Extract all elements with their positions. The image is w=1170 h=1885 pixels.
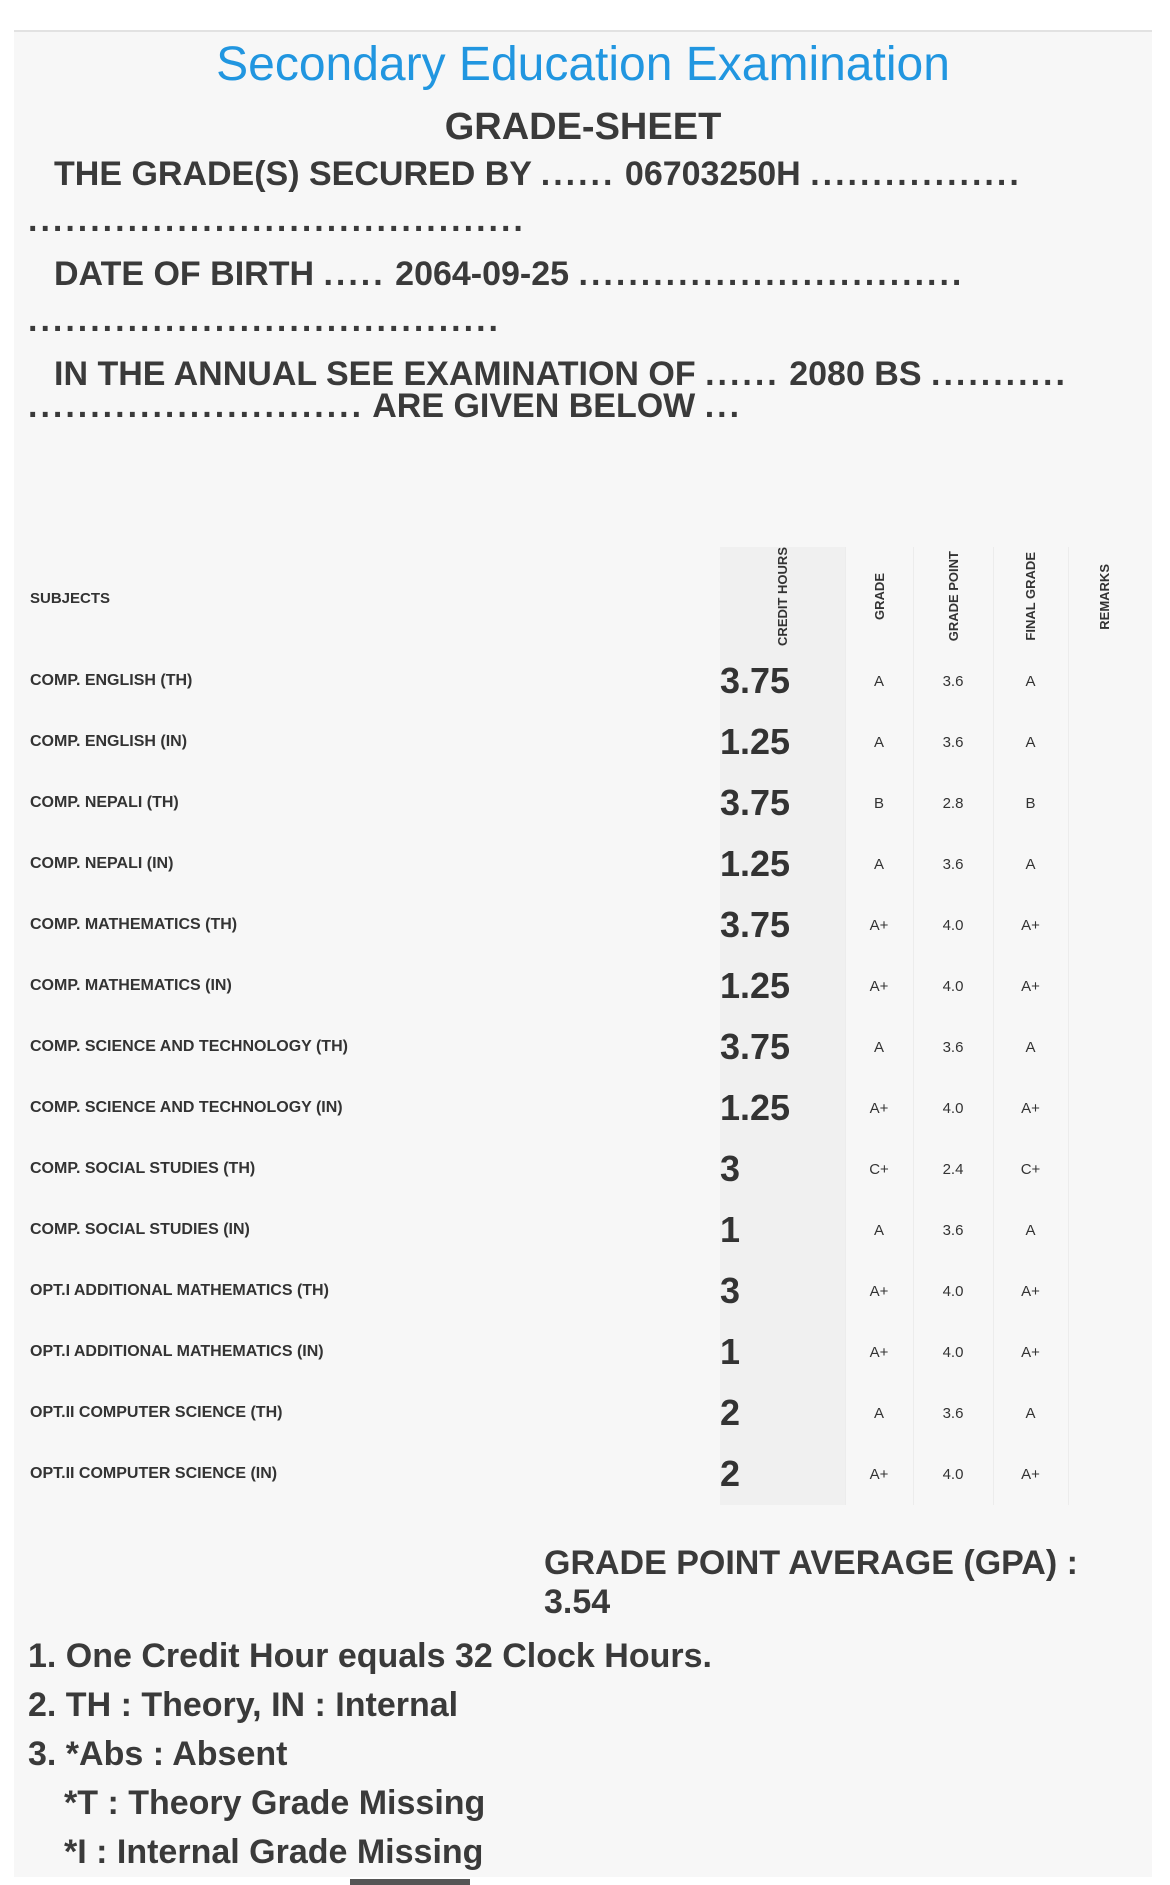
subject-cell: OPT.I ADDITIONAL MATHEMATICS (IN) [30, 1343, 324, 1361]
symbol-number: 06703250H [624, 155, 801, 193]
notes-list [28, 1632, 712, 1877]
subjects-header: SUBJECTS [30, 590, 111, 608]
subject-cell: COMP. SOCIAL STUDIES (TH) [30, 1160, 256, 1178]
subject-cell: COMP. SCIENCE AND TECHNOLOGY (TH) [30, 1038, 348, 1056]
grade-cell: A [845, 1383, 913, 1444]
grade-point-cell: 4.0 [913, 1322, 993, 1383]
subject-cell: OPT.I ADDITIONAL MATHEMATICS (TH) [30, 1282, 329, 1300]
grade-point-cell: 3.6 [913, 712, 993, 773]
remarks-cell [1068, 956, 1140, 1017]
final-grade-cell: A [993, 651, 1068, 712]
note-item: *T : Theory Grade Missing [64, 1784, 486, 1822]
remarks-cell [1068, 1383, 1140, 1444]
exam-label: IN THE ANNUAL SEE EXAMINATION OF [54, 355, 696, 393]
final-grade-cell: A [993, 1383, 1068, 1444]
secured-by-label: THE GRADE(S) SECURED BY [54, 155, 532, 193]
grade-cell: C+ [845, 1139, 913, 1200]
grade-point-cell: 4.0 [913, 1078, 993, 1139]
credit-cell: 3.75 [720, 1017, 845, 1078]
final-grade-cell: A+ [993, 1322, 1068, 1383]
credit-cell: 3.75 [720, 651, 845, 712]
subject-cell: COMP. ENGLISH (TH) [30, 672, 193, 690]
subject-cell: OPT.II COMPUTER SCIENCE (TH) [30, 1404, 283, 1422]
secured-by-line: THE GRADE(S) SECURED BY ...... 06703250H ................. ........................................ [28, 155, 1022, 239]
table-row [30, 1139, 1140, 1200]
subject-cell: COMP. MATHEMATICS (TH) [30, 916, 238, 934]
credit-cell: 1 [720, 1200, 845, 1261]
dob-line: DATE OF BIRTH ..... 2064-09-25 ............................... ...................................... [28, 255, 965, 339]
note-item: 2. TH : Theory, IN : Internal [28, 1686, 459, 1724]
grade-cell: A+ [845, 1322, 913, 1383]
note-item: 3. *Abs : Absent [28, 1735, 288, 1773]
grade-point-cell: 3.6 [913, 651, 993, 712]
grade-cell: A+ [845, 1078, 913, 1139]
subject-cell: COMP. MATHEMATICS (IN) [30, 977, 232, 995]
exam-year: 2080 BS [789, 355, 922, 393]
remarks-cell [1068, 1017, 1140, 1078]
grade-header: GRADE [845, 547, 913, 651]
final-grade-cell: A+ [993, 956, 1068, 1017]
credit-hours-header: CREDIT HOURS [720, 547, 845, 651]
remarks-cell [1068, 1200, 1140, 1261]
final-grade-cell: A [993, 1200, 1068, 1261]
table-row [30, 1261, 1140, 1322]
gpa-value: 3.54 [544, 1583, 611, 1621]
grade-cell: A+ [845, 895, 913, 956]
note-item: 1. One Credit Hour equals 32 Clock Hours. [28, 1637, 712, 1675]
remarks-cell [1068, 1078, 1140, 1139]
credit-cell: 1.25 [720, 712, 845, 773]
grade-point-header: GRADE POINT [913, 547, 993, 651]
final-grade-cell: A+ [993, 1078, 1068, 1139]
grade-point-cell: 2.8 [913, 773, 993, 834]
table-row [30, 895, 1140, 956]
grade-point-cell: 4.0 [913, 895, 993, 956]
credit-cell: 2 [720, 1383, 845, 1444]
subject-cell: OPT.II COMPUTER SCIENCE (IN) [30, 1465, 278, 1483]
grade-point-cell: 4.0 [913, 1444, 993, 1505]
remarks-cell [1068, 651, 1140, 712]
note-item: *I : Internal Grade Missing [64, 1833, 484, 1871]
grade-point-cell: 3.6 [913, 1200, 993, 1261]
gpa-line [544, 1544, 1152, 1622]
credit-cell: 1.25 [720, 956, 845, 1017]
gpa-label: GRADE POINT AVERAGE (GPA) : [544, 1544, 1078, 1582]
remarks-cell [1068, 1322, 1140, 1383]
grade-point-cell: 3.6 [913, 1383, 993, 1444]
table-row [30, 773, 1140, 834]
final-grade-header: FINAL GRADE [993, 547, 1068, 651]
exam-line: IN THE ANNUAL SEE EXAMINATION OF ...... 2080 BS ........... ........................... ARE GIVEN BELOW ... [28, 355, 1068, 425]
final-grade-cell: B [993, 773, 1068, 834]
final-grade-cell: A [993, 1017, 1068, 1078]
remarks-cell [1068, 895, 1140, 956]
final-grade-cell: A [993, 712, 1068, 773]
grade-sheet [14, 30, 1152, 1877]
subject-cell: COMP. SOCIAL STUDIES (IN) [30, 1221, 250, 1239]
remarks-cell [1068, 1444, 1140, 1505]
table-row [30, 956, 1140, 1017]
subject-cell: COMP. ENGLISH (IN) [30, 733, 188, 751]
bottom-divider [350, 1879, 470, 1885]
grade-cell: A [845, 1200, 913, 1261]
table-row [30, 1200, 1140, 1261]
table-row [30, 834, 1140, 895]
grade-cell: A [845, 834, 913, 895]
final-grade-cell: A [993, 834, 1068, 895]
table-row [30, 1017, 1140, 1078]
grade-cell: B [845, 773, 913, 834]
sheet-title: GRADE-SHEET [444, 106, 722, 148]
final-grade-cell: C+ [993, 1139, 1068, 1200]
subject-cell: COMP. SCIENCE AND TECHNOLOGY (IN) [30, 1099, 343, 1117]
table-row [30, 1078, 1140, 1139]
credit-cell: 2 [720, 1444, 845, 1505]
grade-cell: A [845, 712, 913, 773]
grade-cell: A [845, 1017, 913, 1078]
credit-cell: 1 [720, 1322, 845, 1383]
table-header-row [30, 547, 1140, 651]
final-grade-cell: A+ [993, 895, 1068, 956]
exam-title: Secondary Education Examination [216, 38, 950, 91]
remarks-cell [1068, 1261, 1140, 1322]
table-row [30, 1383, 1140, 1444]
credit-cell: 1.25 [720, 834, 845, 895]
remarks-cell [1068, 773, 1140, 834]
credit-cell: 3.75 [720, 773, 845, 834]
grade-point-cell: 2.4 [913, 1139, 993, 1200]
grades-table [30, 547, 1140, 1505]
credit-cell: 3 [720, 1139, 845, 1200]
grade-point-cell: 4.0 [913, 1261, 993, 1322]
remarks-cell [1068, 712, 1140, 773]
final-grade-cell: A+ [993, 1444, 1068, 1505]
subject-cell: COMP. NEPALI (IN) [30, 855, 174, 873]
table-row [30, 1444, 1140, 1505]
given-below-label: ARE GIVEN BELOW [372, 387, 696, 425]
remarks-cell [1068, 834, 1140, 895]
grade-cell: A [845, 651, 913, 712]
dob-value: 2064-09-25 [395, 255, 570, 293]
grade-point-cell: 3.6 [913, 1017, 993, 1078]
remarks-header: REMARKS [1068, 547, 1140, 651]
remarks-cell [1068, 1139, 1140, 1200]
credit-cell: 1.25 [720, 1078, 845, 1139]
table-row [30, 1322, 1140, 1383]
table-row [30, 651, 1140, 712]
credit-cell: 3 [720, 1261, 845, 1322]
grade-cell: A+ [845, 956, 913, 1017]
grade-cell: A+ [845, 1261, 913, 1322]
subject-cell: COMP. NEPALI (TH) [30, 794, 179, 812]
final-grade-cell: A+ [993, 1261, 1068, 1322]
grade-point-cell: 4.0 [913, 956, 993, 1017]
dob-label: DATE OF BIRTH [54, 255, 315, 293]
credit-cell: 3.75 [720, 895, 845, 956]
grade-cell: A+ [845, 1444, 913, 1505]
table-row [30, 712, 1140, 773]
grade-point-cell: 3.6 [913, 834, 993, 895]
